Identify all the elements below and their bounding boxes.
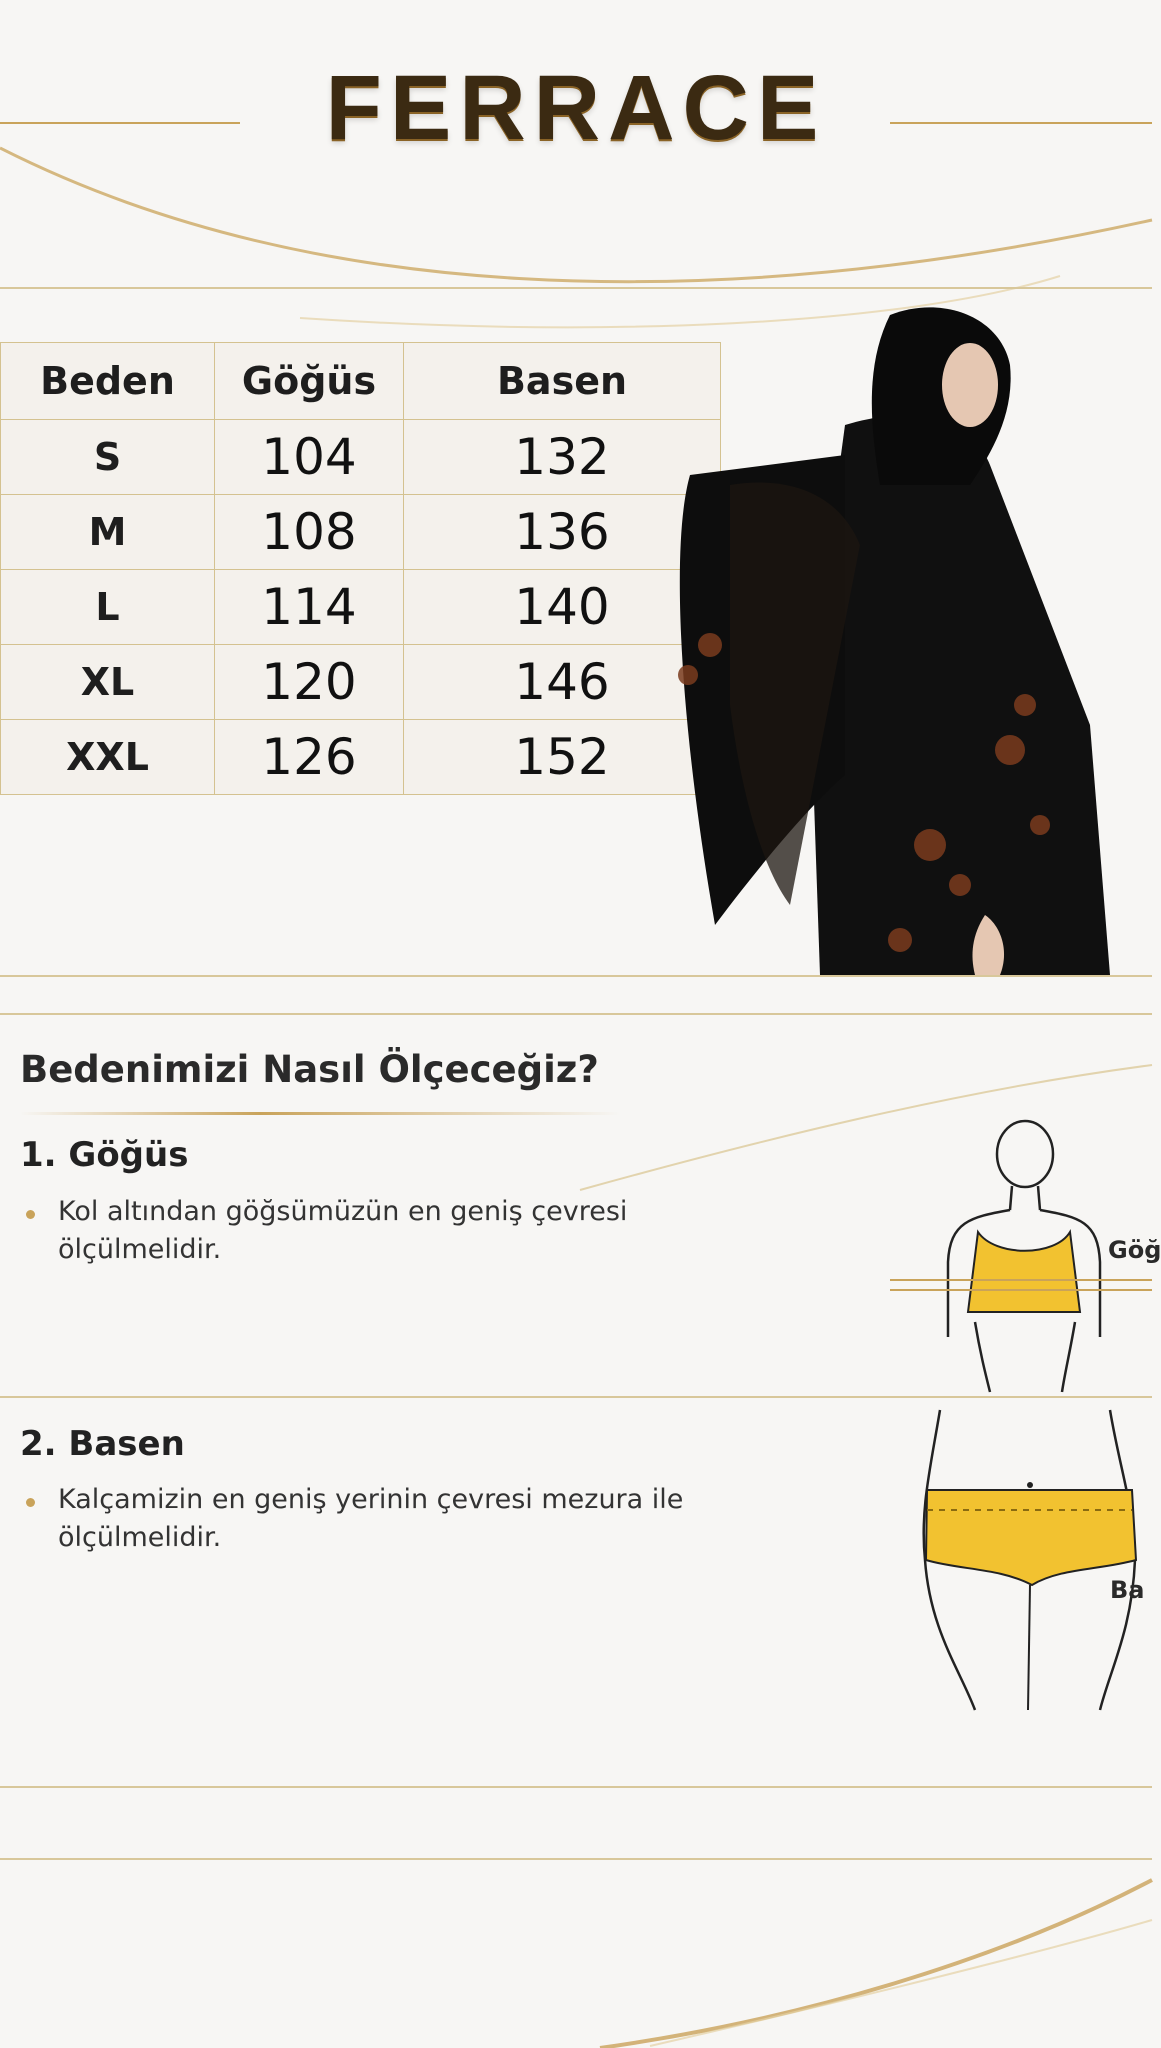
gold-swoosh-bottom bbox=[0, 1840, 1152, 2048]
bust-figure-label: Göğ bbox=[1108, 1236, 1161, 1264]
guide-title: Bedenimizi Nasıl Ölçeceğiz? bbox=[20, 1048, 599, 1091]
hip-measure-figure bbox=[900, 1410, 1152, 1710]
table-row bbox=[1, 495, 721, 570]
step-text-gogus: Kol altından göğsümüzün en geniş çevresi ölçülmelidir. bbox=[58, 1196, 628, 1265]
gogus-cell: 108 bbox=[215, 495, 404, 570]
page-title: FERRACE bbox=[325, 57, 827, 159]
divider-1 bbox=[0, 287, 1152, 289]
table-row bbox=[1, 570, 721, 645]
gogus-cell: 104 bbox=[215, 420, 404, 495]
size-cell: XL bbox=[1, 645, 215, 720]
model-photo bbox=[670, 305, 1120, 975]
gold-swoosh-top bbox=[0, 100, 1152, 300]
column-header-basen: Basen bbox=[404, 343, 721, 420]
bullet-dot bbox=[26, 1210, 35, 1219]
basen-cell: 136 bbox=[404, 495, 721, 570]
divider-4 bbox=[0, 1396, 1152, 1398]
size-table bbox=[0, 342, 721, 795]
size-cell: L bbox=[1, 570, 215, 645]
bullet-dot bbox=[26, 1498, 35, 1507]
size-cell: XXL bbox=[1, 720, 215, 795]
gogus-cell: 120 bbox=[215, 645, 404, 720]
table-row bbox=[1, 645, 721, 720]
step-text-basen: Kalçamizin en geniş yerinin çevresi mezura ile ölçülmelidir. bbox=[58, 1484, 684, 1553]
column-header-gogus: Göğüs bbox=[215, 343, 404, 420]
gogus-cell: 126 bbox=[215, 720, 404, 795]
step-title-gogus: 1. Göğüs bbox=[20, 1135, 189, 1175]
basen-cell: 132 bbox=[404, 420, 721, 495]
size-cell: M bbox=[1, 495, 215, 570]
table-header-row bbox=[1, 343, 721, 420]
table-row bbox=[1, 720, 721, 795]
guide-title-underline bbox=[20, 1112, 620, 1115]
divider-5 bbox=[0, 1786, 1152, 1788]
basen-cell: 146 bbox=[404, 645, 721, 720]
size-cell: S bbox=[1, 420, 215, 495]
gogus-cell: 114 bbox=[215, 570, 404, 645]
hip-figure-label: Ba bbox=[1110, 1576, 1145, 1604]
step-title-basen: 2. Basen bbox=[20, 1424, 185, 1464]
divider-3 bbox=[0, 1013, 1152, 1015]
table-row bbox=[1, 420, 721, 495]
basen-cell: 152 bbox=[404, 720, 721, 795]
divider-2 bbox=[0, 975, 1152, 977]
column-header-beden: Beden bbox=[1, 343, 215, 420]
basen-cell: 140 bbox=[404, 570, 721, 645]
